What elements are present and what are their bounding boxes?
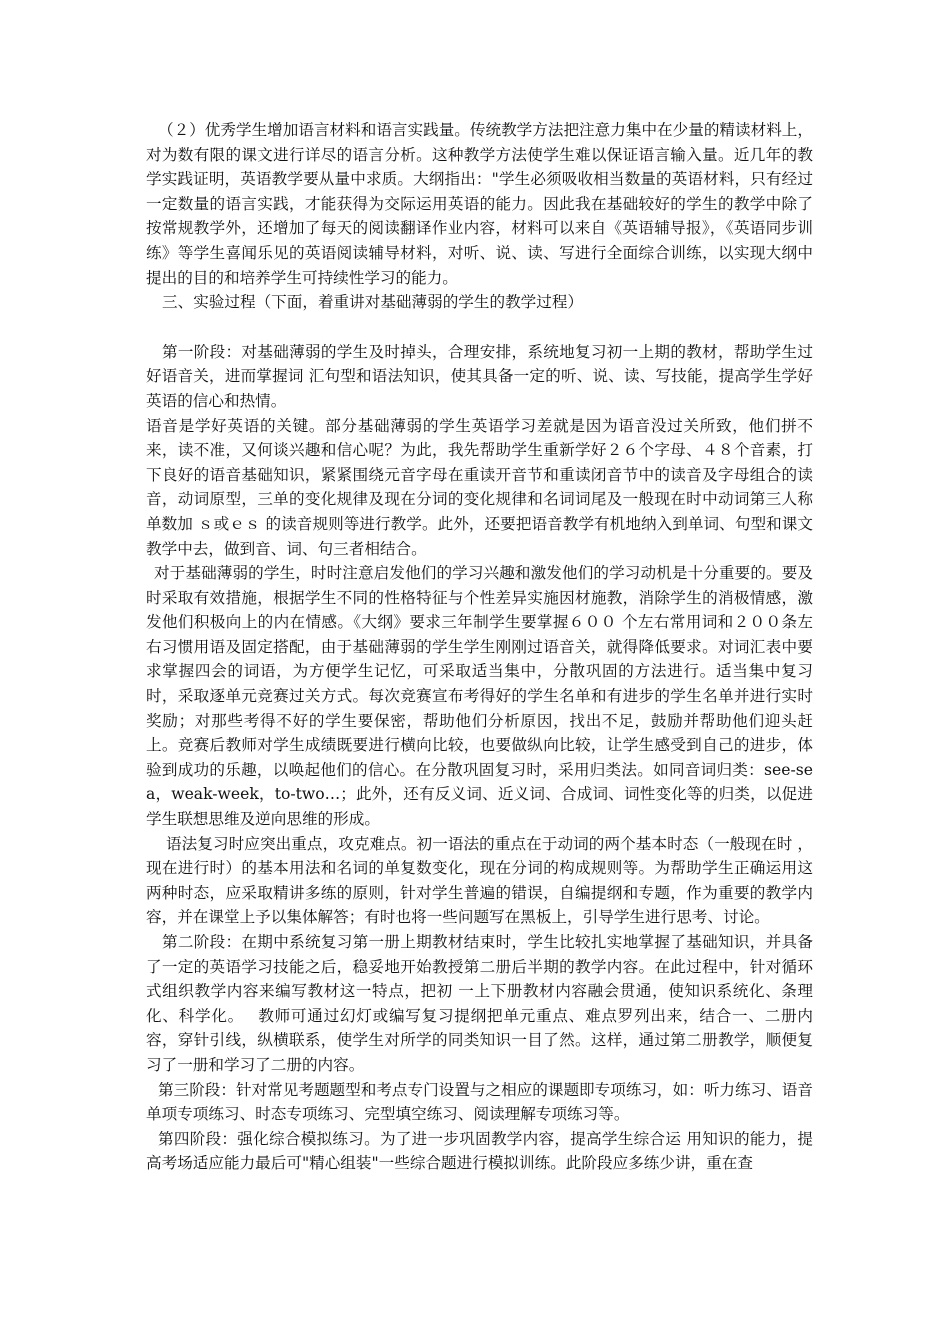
paragraph-grammar: 语法复习时应突出重点，攻克难点。初一语法的重点在于动词的两个基本时态（一般现在时 ，现在进行时）的基本用法和名词的单复数变化，现在分词的构成规则等。为帮助学生正确运用这两种时态，应采取精讲多练的原则，针对学生普遍的错误，自编提纲和专题，作为重要的教学内容，并在课堂上予以集体解答；有时也将一些问题写在黑板上，引导学生进行思考、讨论。 — [146, 834, 813, 927]
paragraph-stage-one: 第一阶段：对基础薄弱的学生及时掉头，合理安排，系统地复习初一上期的教材，帮助学生过好语音关，进而掌握词 汇句型和语法知识，使其具备一定的听、说、读、写技能，提高学生学好英语的信心和热情。 — [146, 342, 813, 410]
paragraph-spacer — [146, 315, 813, 340]
paragraph-motivation: 对于基础薄弱的学生，时时注意启发他们的学习兴趣和激发他们的学习动机是十分重要的。要及时采取有效措施，根据学生不同的性格特征与个性差异实施因材施教，消除学生的消极情感，激发他们积极向上的内在情感。《大纲》要求三年制学生要掌握６００ 个左右常用词和２００条左右习惯用语及固定搭配，由于基础薄弱的学生学生刚刚过语音关，就得降低要求。对词汇表中要求掌握四会的词语，为方便学生记忆，可采取适当集中，分散巩固的方法进行。适当集中复习时，采取逐单元竞赛过关方式。每次竞赛宣布考得好的学生名单和有进步的学生名单并进行实时奖励；对那些考得不好的学生要保密，帮助他们分析原因，找出不足，鼓励并帮助他们迎头赶上。竞赛后教师对学生成绩既要进行横向比较，也要做纵向比较，让学生感受到自己的进步，体验到成功的乐趣，以唤起他们的信心。在分散巩固复习时，采用归类法。如同音词归类：see-sea，weak-week，to-two…；此外，还有反义词、近义词、合成词、词性变化等的归类，以促进学生联想思维及逆向思维的形成。 — [146, 564, 813, 829]
document-body — [146, 118, 813, 1176]
paragraph-1: （２）优秀学生增加语言材料和语言实践量。传统教学方法把注意力集中在少量的精读材料上，对为数有限的课文进行详尽的语言分析。这种教学方法使学生难以保证语言输入量。近几年的教学实践证明，英语教学要从量中求质。大纲指出："学生必须吸收相当数量的英语材料，只有经过一定数量的语言实践，才能获得为交际运用英语的能力。因此我在基础较好的学生的教学中除了按常规教学外，还增加了每天的阅读翻译作业内容，材料可以来自《英语辅导报》，《英语同步训练》等学生喜闻乐见的英语阅读辅导材料，对听、说、读、写进行全面综合训练，以实现大纲中提出的目的和培养学生可持续性学习的能力。 — [146, 121, 813, 287]
paragraph-stage-three: 第三阶段：针对常见考题题型和考点专门设置与之相应的课题即专项练习，如：听力练习、语音单项专项练习、时态专项练习、完型填空练习、阅读理解专项练习等。 — [146, 1080, 813, 1124]
paragraph-stage-two: 第二阶段：在期中系统复习第一册上期教材结束时，学生比较扎实地掌握了基础知识，并具备了一定的英语学习技能之后，稳妥地开始教授第二册后半期的教学内容。在此过程中，针对循环式组织教学内容来编写教材这一特点，把初 一上下册教材内容融会贯通，使知识系统化、条理化、科学化。 教师可通过幻灯或编写复习提纲把单元重点、难点罗列出来，结合一、二册内容，穿针引线，纵横联系，使学生对所学的同类知识一目了然。这样，通过第二册教学，顺便复习了一册和学习了二册的内容。 — [146, 933, 813, 1074]
section-heading-experiment-process: 三、实验过程（下面，着重讲对基础薄弱的学生的教学过程） — [162, 293, 584, 312]
paragraph-phonetics: 语音是学好英语的关键。部分基础薄弱的学生英语学习差就是因为语音没过关所致，他们拼不来，读不准，又何谈兴趣和信心呢？为此，我先帮助学生重新学好２６个字母、４８个音素，打下良好的语音基础知识，紧紧围绕元音字母在重读开音节和重读闭音节中的读音及字母组合的读音，动词原型，三单的变化规律及现在分词的变化规律和名词词尾及一般现在时中动词第三人称单数加 ｓ或ｅｓ 的读音规则等进行教学。此外，还要把语音教学有机地纳入到单词、句型和课文教学中去，做到音、词、句三者相结合。 — [146, 416, 813, 558]
paragraph-stage-four: 第四阶段：强化综合模拟练习。为了进一步巩固教学内容，提高学生综合运 用知识的能力，提高考场适应能力最后可"精心组装"一些综合题进行模拟训练。此阶段应多练少讲，重在查 — [146, 1129, 813, 1173]
